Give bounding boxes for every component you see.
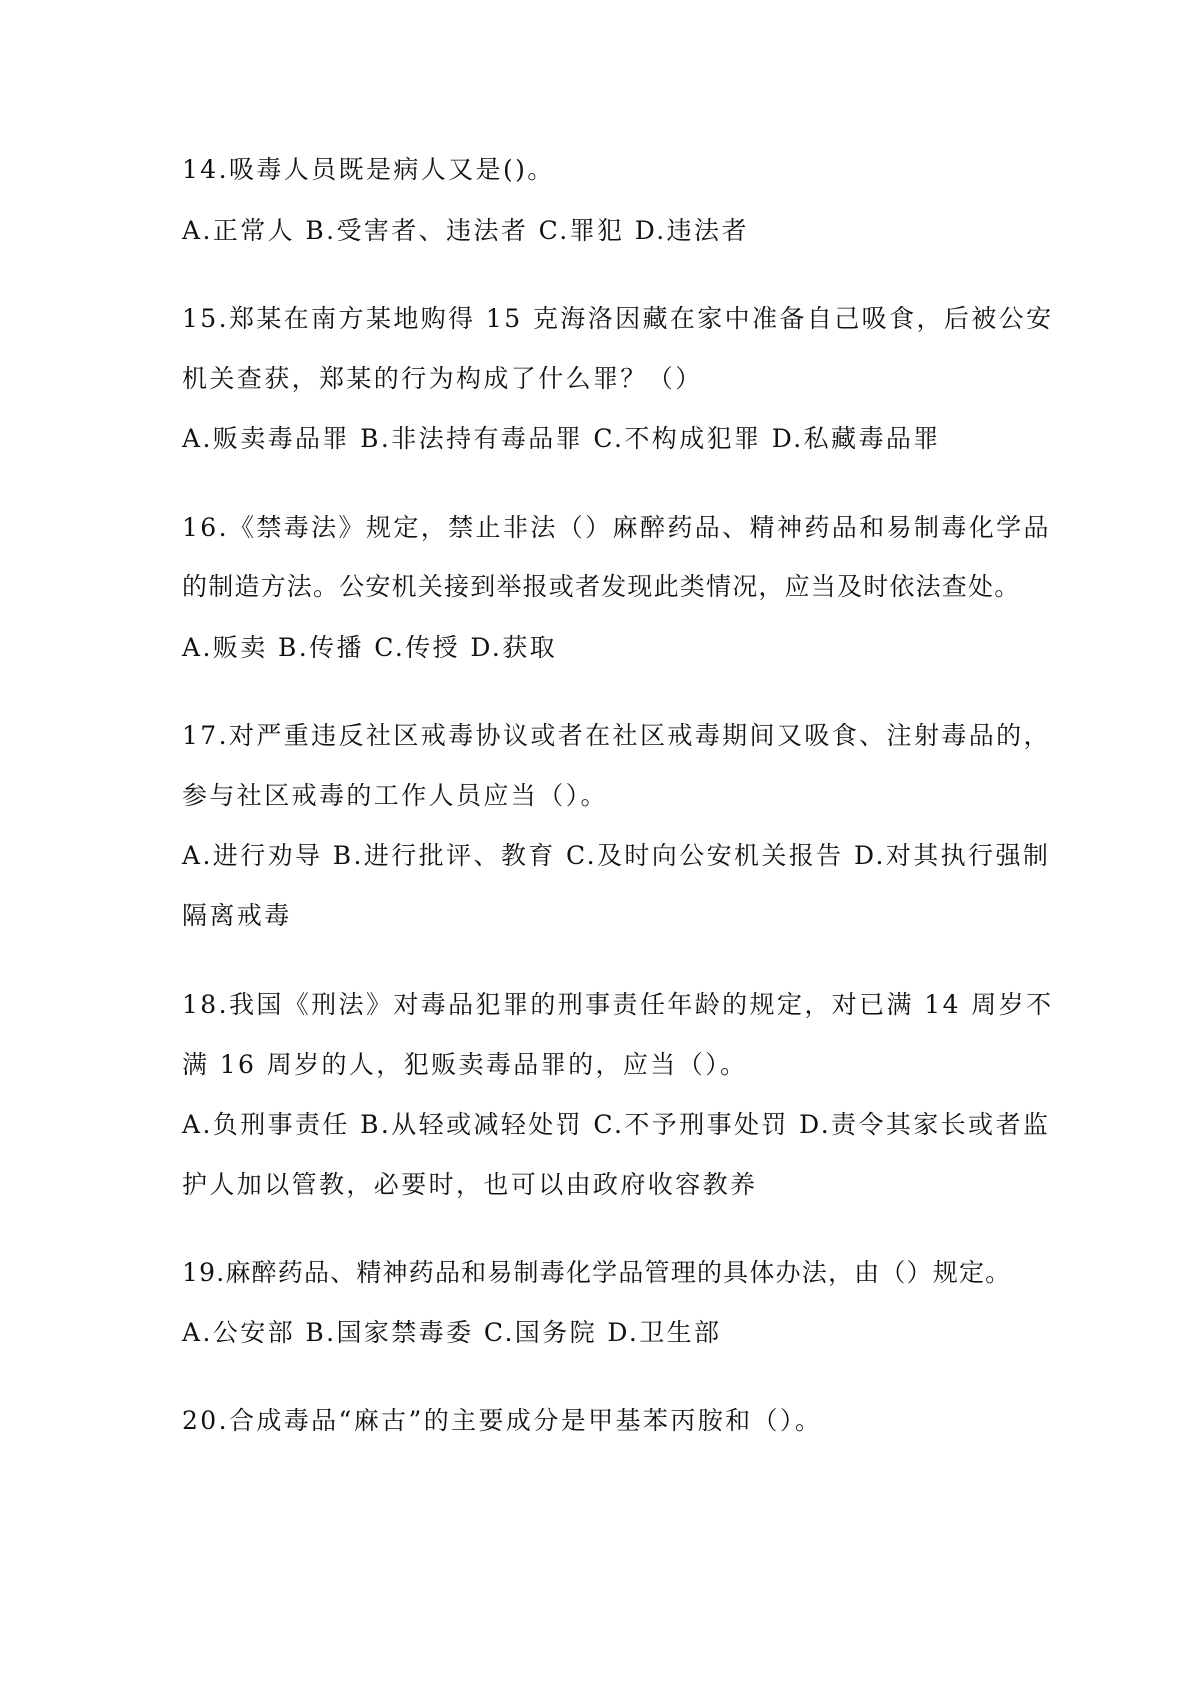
question-16-text-line-1: 16.《禁毒法》规定，禁止非法（）麻醉药品、精神药品和易制毒化学品 [182, 513, 1051, 542]
question-20-text: 20.合成毒品“麻古”的主要成分是甲基苯丙胺和（）。 [182, 1406, 823, 1435]
question-15-text-line-2: 机关查获，郑某的行为构成了什么罪？（） [182, 364, 703, 393]
question-17-text-line-2: 参与社区戒毒的工作人员应当（）。 [182, 781, 608, 810]
question-18-text-line-2: 满 16 周岁的人，犯贩卖毒品罪的，应当（）。 [182, 1050, 748, 1079]
question-16-text-line-2: 的制造方法。公安机关接到举报或者发现此类情况，应当及时依法查处。 [182, 572, 1021, 601]
question-18-options-line-2: 护人加以管教，必要时，也可以由政府收容教养 [182, 1170, 758, 1199]
question-19-options: A.公安部 B.国家禁毒委 C.国务院 D.卫生部 [182, 1318, 722, 1347]
question-14-text: 14.吸毒人员既是病人又是()。 [182, 155, 555, 184]
question-14-options: A.正常人 B.受害者、违法者 C.罪犯 D.违法者 [182, 216, 749, 245]
question-15-text-line-1: 15.郑某在南方某地购得 15 克海洛因藏在家中准备自己吸食，后被公安 [182, 304, 1054, 333]
question-18-text-line-1: 18.我国《刑法》对毒品犯罪的刑事责任年龄的规定，对已满 14 周岁不 [182, 990, 1054, 1019]
question-15-options: A.贩卖毒品罪 B.非法持有毒品罪 C.不构成犯罪 D.私藏毒品罪 [182, 424, 941, 453]
question-17-options-line-1: A.进行劝导 B.进行批评、教育 C.及时向公安机关报告 D.对其执行强制 [182, 841, 1051, 870]
question-19-text: 19.麻醉药品、精神药品和易制毒化学品管理的具体办法，由（）规定。 [182, 1258, 1012, 1287]
question-17-text-line-1: 17.对严重违反社区戒毒协议或者在社区戒毒期间又吸食、注射毒品的， [182, 721, 1051, 750]
question-18-options-line-1: A.负刑事责任 B.从轻或减轻处罚 C.不予刑事处罚 D.责令其家长或者监 [182, 1110, 1051, 1139]
question-16-options: A.贩卖 B.传播 C.传授 D.获取 [182, 633, 558, 662]
question-17-options-line-2: 隔离戒毒 [182, 901, 292, 930]
